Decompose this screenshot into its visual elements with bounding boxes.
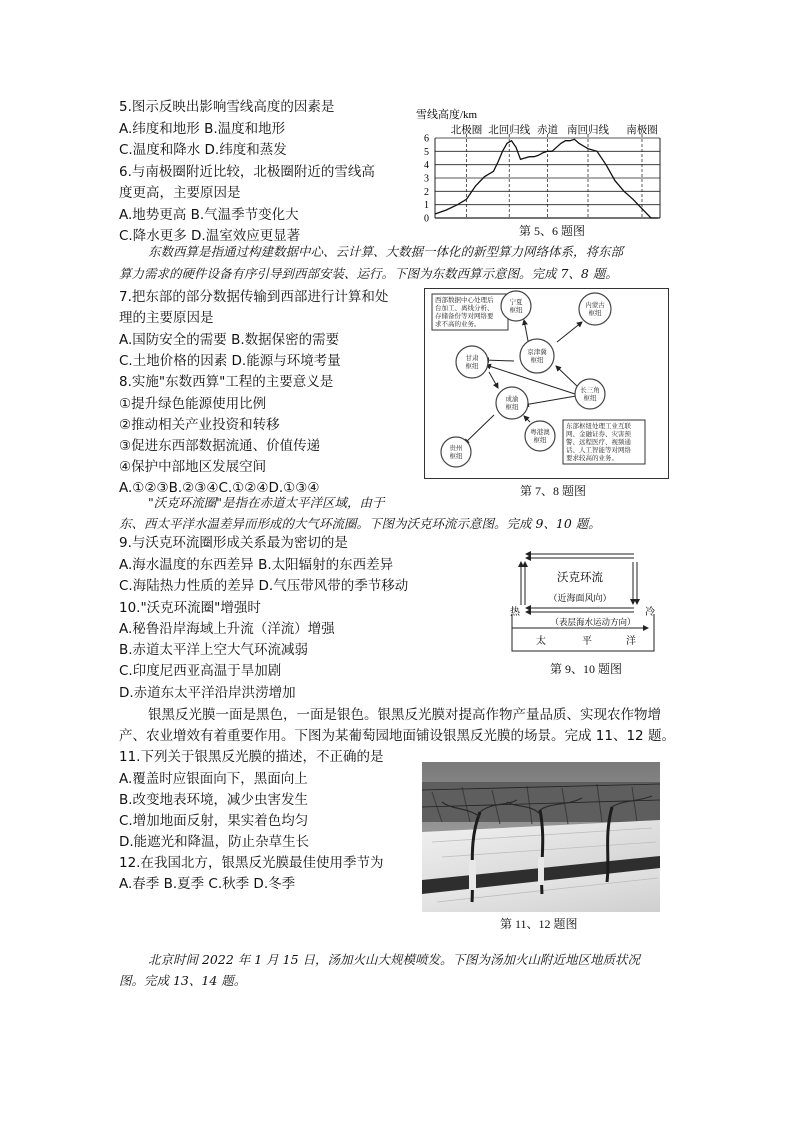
q8-option-4: ④保护中部地区发展空间 xyxy=(119,459,267,475)
latitude-label: 北回归线 xyxy=(488,125,531,136)
y-tick-label: 2 xyxy=(424,186,429,198)
svg-text:网、金融证券、灾害预: 网、金融证券、灾害预 xyxy=(566,431,631,438)
q11-option-b: B.改变地表环境，减少虫害发生 xyxy=(119,792,309,808)
q8-option-1: ①提升绿色能源使用比例 xyxy=(119,396,267,412)
q7-stem-line2: 理的主要原因是 xyxy=(119,310,214,326)
diagram78-caption: 第 7、8 题图 xyxy=(520,484,587,498)
walker-ocean-char-1: 太 xyxy=(536,636,546,647)
q12-stem: 12.在我国北方，银黑反光膜最佳使用季节为 xyxy=(119,855,384,871)
svg-text:长三角: 长三角 xyxy=(580,387,600,394)
y-tick-label: 6 xyxy=(424,133,429,145)
q9-options-cd: C.海陆热力性质的差异 D.气压带风带的季节移动 xyxy=(119,578,409,594)
svg-text:存储备份等对网络要: 存储备份等对网络要 xyxy=(435,313,494,320)
node-neimenggu xyxy=(579,293,611,325)
q6-options-cd: C.降水更多 D.温室效应更显著 xyxy=(119,228,301,244)
svg-text:宁夏: 宁夏 xyxy=(509,299,523,306)
y-tick-label: 0 xyxy=(424,213,429,225)
q7-stem-line1: 7.把东部的部分数据传输到西部进行计算和处 xyxy=(119,289,389,305)
q10-option-a: A.秘鲁沿岸海域上升流（洋流）增强 xyxy=(119,621,335,637)
q11-option-d: D.能遮光和降温，防止杂草生长 xyxy=(119,834,310,850)
y-tick-label: 4 xyxy=(424,160,429,172)
svg-text:贵州: 贵州 xyxy=(449,445,463,452)
walker-hot-label: 热 xyxy=(510,607,520,618)
svg-text:内蒙古: 内蒙古 xyxy=(585,302,605,309)
chart56-caption: 第 5、6 题图 xyxy=(519,224,586,238)
q8-choices: A.①②③B.②③④C.①②④D.①③④ xyxy=(119,480,320,496)
latitude-label: 北极圈 xyxy=(450,125,483,136)
svg-text:成渝: 成渝 xyxy=(505,396,519,403)
svg-text:台加工、离线分析、: 台加工、离线分析、 xyxy=(435,305,494,312)
latitude-label: 赤道 xyxy=(537,125,558,136)
svg-text:东部枢纽处理工业互联: 东部枢纽处理工业互联 xyxy=(566,423,631,430)
east-data-west-compute-diagram xyxy=(424,288,669,479)
node-ningxia xyxy=(501,291,531,321)
svg-text:枢纽: 枢纽 xyxy=(588,310,602,317)
svg-text:话、人工智能等对网络: 话、人工智能等对网络 xyxy=(566,447,631,454)
latitude-label: 南极圈 xyxy=(626,125,658,136)
svg-text:枢纽: 枢纽 xyxy=(533,437,547,444)
intro78-line2: 算力需求的硬件设备有序引导到西部安装、运行。下图为东数西算示意图。完成 7、8 题。 xyxy=(119,266,618,281)
intro78-line1: 东数西算是指通过构建数据中心、云计算、大数据一体化的新型算力网络体系，将东部 xyxy=(148,244,624,259)
q8-option-2: ②推动相关产业投资和转移 xyxy=(119,417,280,433)
svg-text:枢纽: 枢纽 xyxy=(505,404,519,411)
intro1314-line1: 北京时间 2022 年 1 月 15 日，汤加火山大规模喷发。下图为汤加火山附近地区地质状况 xyxy=(148,952,641,967)
q9-options-ab: A.海水温度的东西差异 B.太阳辐射的东西差异 xyxy=(119,557,394,573)
node-changsanjiao xyxy=(575,379,605,409)
svg-text:粤港澳: 粤港澳 xyxy=(530,429,550,436)
intro910-line1: "沃克环流圈"是指在赤道太平洋区域，由于 xyxy=(148,495,385,510)
svg-text:甘肃: 甘肃 xyxy=(465,355,479,362)
svg-text:京津冀: 京津冀 xyxy=(527,349,547,356)
q11-stem: 11.下列关于银黑反光膜的描述，不正确的是 xyxy=(119,749,384,765)
svg-text:西部数据中心处理后: 西部数据中心处理后 xyxy=(435,297,494,304)
q5-options-cd: C.温度和降水 D.纬度和蒸发 xyxy=(119,142,287,158)
y-tick-label: 1 xyxy=(424,200,429,212)
q11-option-a: A.覆盖时应银面向下，黑面向上 xyxy=(119,771,308,787)
q12-choices: A.春季 B.夏季 C.秋季 D.冬季 xyxy=(119,876,296,892)
svg-text:要求较高的业务。: 要求较高的业务。 xyxy=(566,455,618,462)
node-guizhou xyxy=(441,437,471,467)
walker-current-label: （表层海水运动方向） xyxy=(550,617,636,627)
q6-stem-line2: 度更高，主要原因是 xyxy=(119,185,241,201)
svg-text:求不高的业务。: 求不高的业务。 xyxy=(435,321,481,328)
q10-option-b: B.赤道太平洋上空大气环流减弱 xyxy=(119,642,309,658)
q6-stem-line1: 6.与南极圈附近比较，北极圈附近的雪线高 xyxy=(119,164,375,180)
photo1112-caption: 第 11、12 题图 xyxy=(500,917,578,931)
q11-option-c: C.增加地面反射，果实着色均匀 xyxy=(119,813,309,829)
q8-stem: 8.实施"东数西算"工程的主要意义是 xyxy=(119,374,334,390)
y-tick-label: 5 xyxy=(424,146,429,158)
node-yuegangao xyxy=(525,421,555,451)
q9-stem: 9.与沃克环流圈形成关系最为密切的是 xyxy=(119,535,348,551)
q10-stem: 10."沃克环流圈"增强时 xyxy=(119,600,261,616)
walker-title: 沃克环流 xyxy=(557,572,603,584)
intro1112-line1: 银黑反光膜一面是黑色，一面是银色。银黑反光膜对提高作物产量品质、实现农作物增 xyxy=(148,707,661,723)
intro1112-line2: 产、农业增效有着重要作用。下图为某葡萄园地面铺设银黑反光膜的场景。完成 11、12 题。 xyxy=(119,728,675,744)
node-jingjinji xyxy=(520,339,554,373)
diagram910-caption: 第 9、10 题图 xyxy=(550,662,623,676)
node-chengyu xyxy=(496,387,528,419)
snowline-chart xyxy=(410,104,670,239)
y-tick-label: 3 xyxy=(424,173,429,185)
chart-ylabel: 雪线高度/km xyxy=(416,109,478,121)
walker-cold-label: 冷 xyxy=(645,607,655,618)
svg-text:警、远程医疗、视频通: 警、远程医疗、视频通 xyxy=(566,439,631,446)
intro910-line2: 东、西太平洋水温差异而形成的大气环流圈。下图为沃克环流示意图。完成 9、10 题。 xyxy=(119,516,601,531)
node-gansu xyxy=(456,346,488,378)
walker-circulation-diagram xyxy=(508,548,658,660)
intro1314-line2: 图。完成 13、14 题。 xyxy=(119,973,247,988)
svg-text:枢纽: 枢纽 xyxy=(509,307,523,314)
walker-ocean-char-2: 平 xyxy=(582,636,592,647)
q7-options-cd: C.土地价格的因素 D.能源与环境考量 xyxy=(119,353,341,369)
q8-option-3: ③促进东西部数据流通、价值传递 xyxy=(119,438,321,454)
q5-options-ab: A.纬度和地形 B.温度和地形 xyxy=(119,121,286,137)
q6-options-ab: A.地势更高 B.气温季节变化大 xyxy=(119,207,299,223)
east-info-box xyxy=(563,420,645,464)
q10-option-c: C.印度尼西亚高温于旱加剧 xyxy=(119,663,282,679)
latitude-label: 南回归线 xyxy=(567,125,609,136)
walker-ocean-char-3: 洋 xyxy=(626,636,636,647)
vineyard-reflective-film-photo xyxy=(422,762,660,912)
west-info-box xyxy=(432,294,508,330)
svg-text:枢纽: 枢纽 xyxy=(449,453,463,460)
svg-text:枢纽: 枢纽 xyxy=(583,395,597,402)
svg-text:枢纽: 枢纽 xyxy=(465,363,479,370)
q10-option-d: D.赤道东太平洋沿岸洪涝增加 xyxy=(119,685,296,701)
q7-options-ab: A.国防安全的需要 B.数据保密的需要 xyxy=(119,332,340,348)
svg-text:枢纽: 枢纽 xyxy=(530,357,544,364)
q5-stem: 5.图示反映出影响雪线高度的因素是 xyxy=(119,99,335,115)
walker-wind-label: （近海面风向） xyxy=(548,593,612,603)
